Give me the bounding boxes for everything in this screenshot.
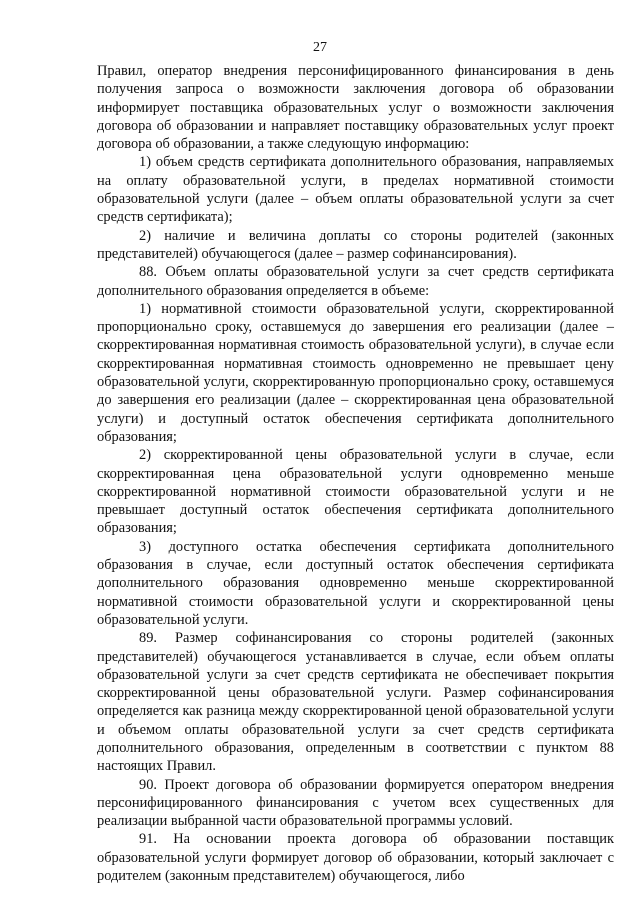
paragraph-item-2-copayment: 2) наличие и величина доплаты со стороны родителей (законных представителей) обучающегося (далее – размер софинансирования). <box>97 227 614 262</box>
paragraph-91: 91. На основании проекта договора об образовании поставщик образовательной услуги формирует договор об образовании, который заключает с родителем (законным представителем) обучающегося, либо <box>97 831 614 885</box>
page-number: 27 <box>313 40 327 55</box>
paragraph-item-1-volume: 1) объем средств сертификата дополнительного образования, направляемых на оплату образовательной услуги, в пределах нормативной стоимости образовательной услуги (далее – объем оплаты образовательной услуги за счет средств сертификата); <box>97 154 614 226</box>
paragraph-88-item-1: 1) нормативной стоимости образовательной услуги, скорректированной пропорционально сроку, оставшемуся до завершения его реализации (далее – скорректированная нормативная стоимость образовательной услуги), в случае если скорректированная нормативная стоимость одновременно не превышает цену образовательной услуги, скорректированную пропорционально сроку, оставшемуся до завершения его реализации (далее – скорректированная цена образовательной услуги) и доступный остаток обеспечения сертификата дополнительного образования; <box>97 300 614 445</box>
paragraph-88-item-2: 2) скорректированной цены образовательной услуги в случае, если скорректированная цена образовательной услуги одновременно меньше скорректированной нормативной стоимости образовательной услуги и не превышает доступный остаток обеспечения сертификата дополнительного образования; <box>97 447 614 537</box>
paragraph-90: 90. Проект договора об образовании формируется оператором внедрения персонифицированного финансирования с учетом всех существенных для реализации выбранной части образовательной программы условий. <box>97 776 614 830</box>
paragraph-88-item-3: 3) доступного остатка обеспечения сертификата дополнительного образования в случае, если доступный остаток обеспечения сертификата дополнительного образования одновременно меньше скорректированной нормативной стоимости образовательной услуги и скорректированной цены образовательной услуги. <box>97 538 614 628</box>
paragraph-88: 88. Объем оплаты образовательной услуги за счет средств сертификата дополнительного образования определяется в объеме: <box>97 264 614 299</box>
document-body <box>97 62 614 885</box>
paragraph-89: 89. Размер софинансирования со стороны родителей (законных представителей) обучающегося устанавливается в случае, если объем оплаты образовательной услуги за счет средств сертификата не обеспечивает покрытия скорректированной цены образовательной услуги. Размер софинансирования определяется как разница между скорректированной ценой образовательной услуги и объемом оплаты образовательной услуги за счет средств сертификата дополнительного образования, определенным в соответствии с пунктом 88 настоящих Правил. <box>97 630 614 775</box>
paragraph-continuation: Правил, оператор внедрения персонифицированного финансирования в день получения запроса о возможности заключения договора об образовании информирует поставщика образовательных услуг о возможности заключения договора об образовании и направляет поставщику образовательных услуг проект договора об образовании, а также следующую информацию: <box>97 63 614 153</box>
